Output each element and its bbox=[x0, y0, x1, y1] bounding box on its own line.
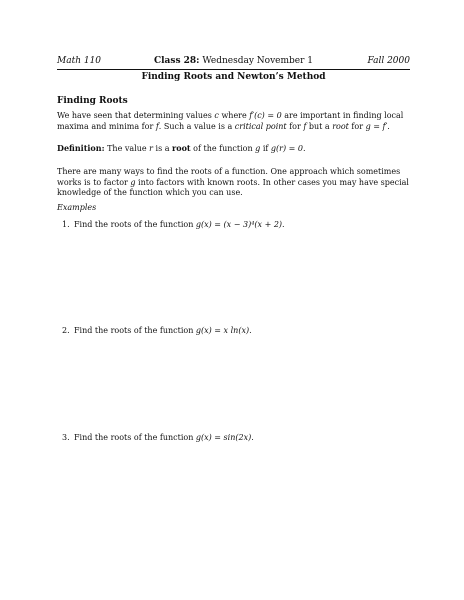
text-run: There are many ways to find the roots of a function. One approach which sometimes works is to factor bbox=[57, 167, 401, 187]
class-label: Class 28: bbox=[153, 56, 200, 66]
examples-label: Examples bbox=[57, 203, 97, 212]
example-text: Find the roots of the function bbox=[74, 220, 196, 229]
text-run: . bbox=[387, 121, 390, 131]
intro-paragraph bbox=[57, 111, 410, 132]
math-variable: r bbox=[149, 144, 153, 153]
text-run: for bbox=[286, 121, 304, 131]
emphasized-term: critical point bbox=[234, 121, 287, 131]
section-heading: Finding Roots bbox=[57, 96, 128, 106]
class-date: Wednesday November 1 bbox=[202, 56, 314, 66]
term-name: Fall 2000 bbox=[367, 56, 410, 66]
header-rule bbox=[57, 69, 410, 70]
math-variable: f bbox=[155, 121, 159, 131]
math-variable: g bbox=[255, 144, 261, 153]
math-expression: g(x) = x ln(x) bbox=[195, 326, 250, 335]
definition-label: Definition: bbox=[57, 143, 105, 153]
math-expression: g(x) = sin(2x) bbox=[195, 433, 252, 442]
example-text: Find the roots of the function bbox=[74, 326, 196, 335]
text-run: but a bbox=[306, 121, 333, 131]
math-variable: g bbox=[130, 177, 136, 187]
math-expression: f′(c) = 0 bbox=[249, 111, 282, 120]
text-run: if bbox=[260, 144, 271, 153]
defined-term: root bbox=[172, 143, 191, 153]
document-title: Finding Roots and Newton’s Method bbox=[141, 72, 326, 82]
example-item bbox=[62, 219, 402, 230]
math-variable: c bbox=[214, 111, 219, 120]
example-number: 1. bbox=[62, 220, 70, 229]
text-run: We have seen that determining values bbox=[57, 111, 215, 120]
math-expression: g(x) = (x − 3)⁴(x + 2) bbox=[195, 220, 283, 229]
example-item bbox=[62, 432, 402, 443]
definition-paragraph bbox=[57, 143, 410, 155]
math-variable: f bbox=[303, 121, 307, 131]
example-number: 3. bbox=[62, 433, 70, 442]
math-expression: g = f′ bbox=[365, 121, 388, 131]
text-run: . bbox=[302, 144, 306, 153]
text-run: . bbox=[251, 433, 254, 442]
text-run: The value bbox=[104, 144, 150, 153]
methods-paragraph bbox=[57, 167, 410, 199]
text-run: of the function bbox=[190, 144, 256, 153]
text-run: . bbox=[282, 220, 285, 229]
text-run: where bbox=[218, 111, 250, 120]
page-header bbox=[57, 54, 410, 68]
course-name: Math 110 bbox=[57, 56, 102, 66]
emphasized-term: root bbox=[332, 121, 349, 131]
math-expression: g(r) = 0 bbox=[270, 144, 303, 153]
text-run: is a bbox=[152, 144, 173, 153]
text-run: into factors with known roots. In other cases you may have special knowledge of the function which you can use. bbox=[57, 177, 409, 197]
text-run: . bbox=[249, 326, 252, 335]
text-run: for bbox=[348, 121, 366, 131]
example-item bbox=[62, 325, 402, 336]
example-text: Find the roots of the function bbox=[74, 433, 196, 442]
text-run: are important in finding local maxima and minima for bbox=[57, 111, 404, 131]
class-info bbox=[57, 54, 410, 68]
example-number: 2. bbox=[62, 326, 70, 335]
text-run: . Such a value is a bbox=[158, 121, 235, 131]
